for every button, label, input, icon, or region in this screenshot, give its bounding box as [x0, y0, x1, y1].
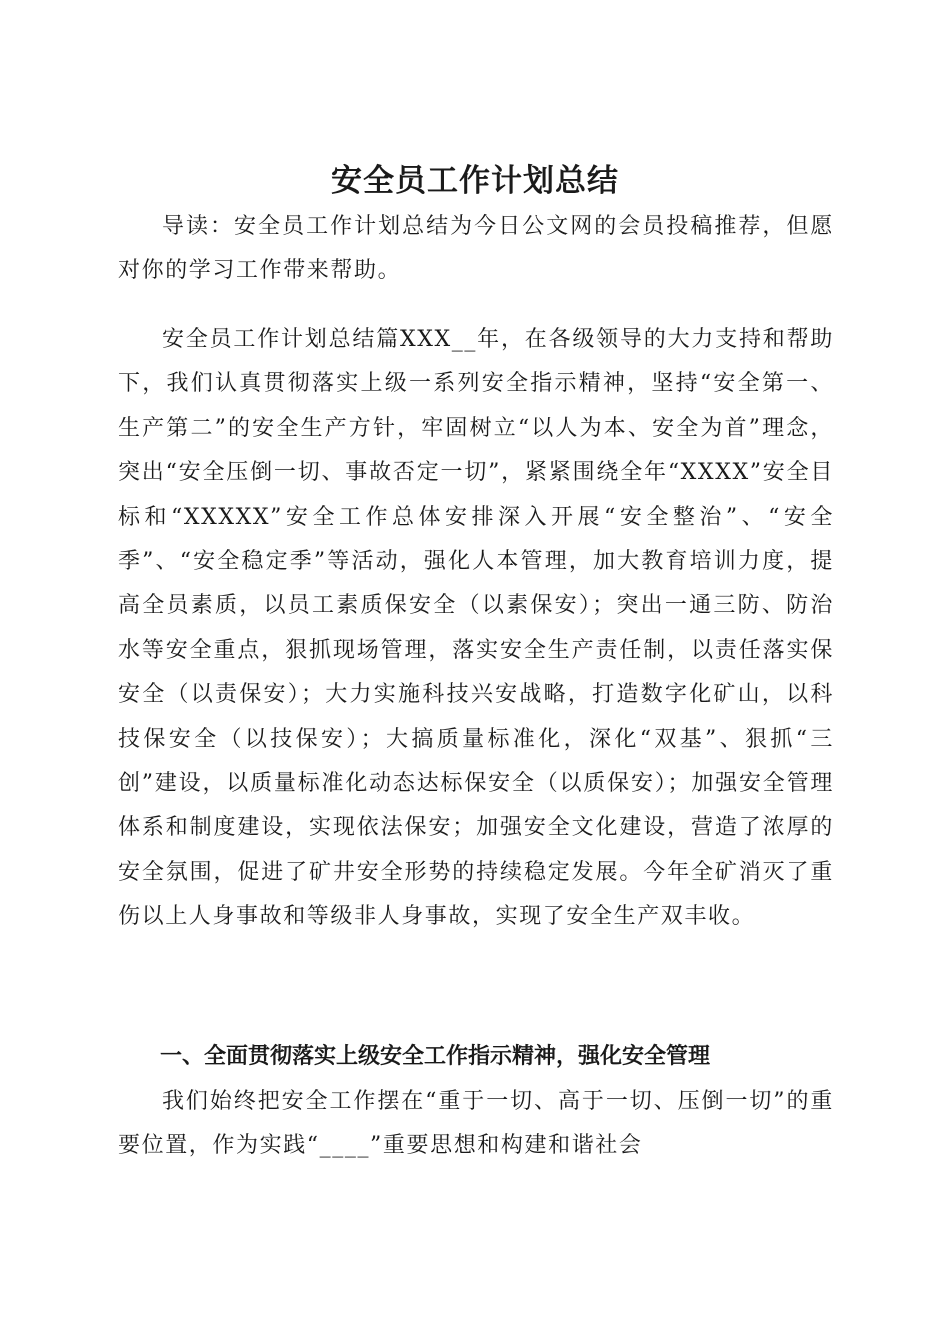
- main-paragraph: 安全员工作计划总结篇XXX__年，在各级领导的大力支持和帮助下，我们认真贯彻落实上级一系列安全指示精神，坚持“安全第一、生产第二”的安全生产方针，牢固树立“以人为本、安全为首”理念，突出“安全压倒一切、事故否定一切”，紧紧围绕全年“XXXX”安全目标和“XXXXX”安全工作总体安排深入开展“安全整治”、“安全季”、“安全稳定季”等活动，强化人本管理，加大教育培训力度，提高全员素质，以员工素质保安全（以素保安）；突出一通三防、防治水等安全重点，狠抓现场管理，落实安全生产责任制，以责任落实保安全（以责保安）；大力实施科技兴安战略，打造数字化矿山，以科技保安全（以技保安）；大搞质量标准化，深化“双基”、狠抓“三创”建设，以质量标准化动态达标保安全（以质保安）；加强安全管理体系和制度建设，实现依法保安；加强安全文化建设，营造了浓厚的安全氛围，促进了矿井安全形势的持续稳定发展。今年全矿消灭了重伤以上人身事故和等级非人身事故，实现了安全生产双丰收。: [118, 327, 834, 930]
- section-paragraph: 我们始终把安全工作摆在“重于一切、高于一切、压倒一切”的重要位置，作为实践“____”重要思想和构建和谐社会: [118, 1089, 834, 1159]
- intro-paragraph: 导读：安全员工作计划总结为今日公文网的会员投稿推荐，但愿对你的学习工作带来帮助。: [118, 214, 834, 284]
- section-heading: 一、全面贯彻落实上级安全工作指示精神，强化安全管理: [160, 1044, 711, 1069]
- document-title: 安全员工作计划总结: [331, 162, 619, 199]
